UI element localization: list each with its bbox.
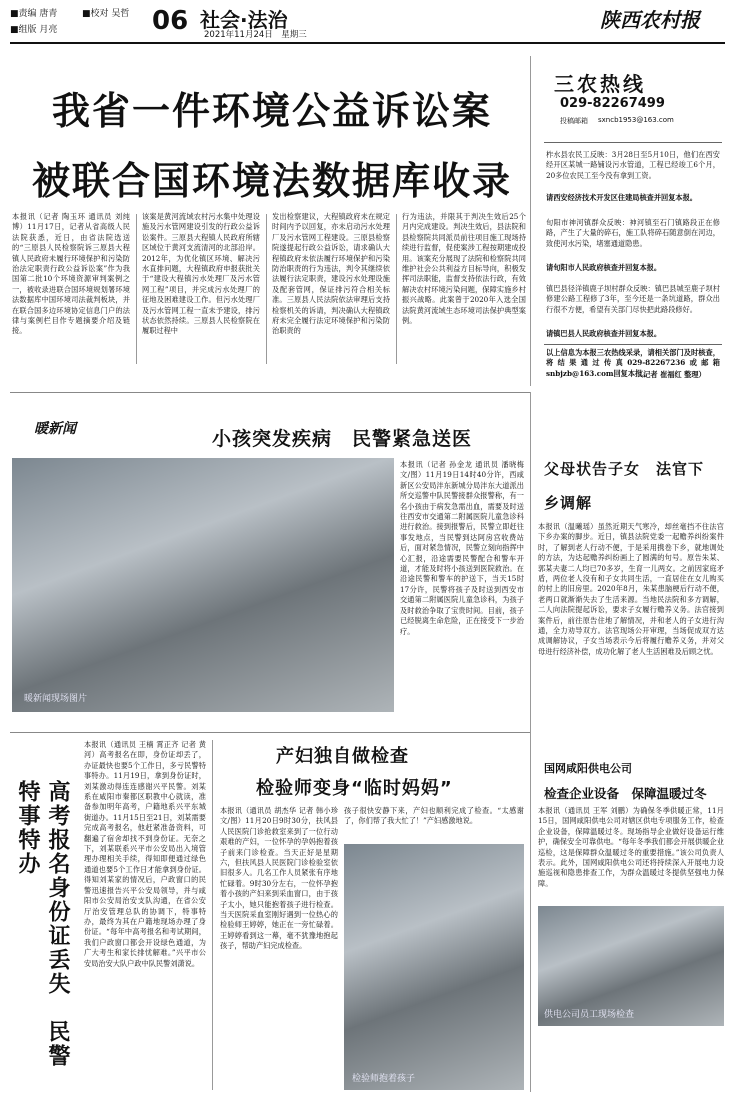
section-title: 社会·法治 [200,8,288,32]
story3-body: 本报讯（温曦瑶）虽然近期天气寒冷，却丝毫挡不住法官下乡办案的脚步。近日，镇县法院党委一起赡养纠纷案件时，了解到老人行动不便，于是采用携卷下乡，就地调处的方法，为达起赡养纠纷画上了圆满的句号。原告朱某、郭某夫妻二人均已70多岁，生育一儿两女。之前因家庭矛盾，两位老人没有和子女共同生活，一直居住在女儿购买的村上的旧房里。2020年8月，朱某患脑梗后行动不便，老两口就渐渐失去了生活来源。当地民法院和多方调解，二人向法院提起诉讼，要求子女履行赡养义务。法官接到案件后，前往原告住地了解情况，并和老人的子女进行沟通，全力劝导双方。法官现场公开审理，当场促成双方达成调解协议，子女当场表示今后将履行赡养义务，并对父母进行经济补偿，成功化解了老人生活困难及后顾之忧。 [538,522,724,656]
staff-editor: ■责编 唐青 [10,9,58,19]
story3-title: 父母状告子女 法官下乡调解 [544,460,705,512]
story5-photo-label: 检验师抱着孩子 [352,1074,416,1084]
hotline-rule [544,344,722,345]
hotline-item-1: 柞水县农民工反映：3月28日至5月10日，他们在西安经开区某城一路铺设污水管道，工程已经竣工6个月，20多位农民工至今没有拿到工资。 [546,150,720,180]
column-rule [530,392,531,1092]
story6-title: 检查企业设备 保障温暖过冬 [544,786,707,801]
hotline-reply-1: 请西安经济技术开发区住建局核查并回复本报。 [546,193,697,202]
hotline-box [536,58,724,386]
lead-title-1: 我省一件环境公益诉讼案 [52,89,493,133]
story5-col-1: 本报讯（通讯员 胡杰华 记者 韩小珍 文/图）11月20日9时30分，扶风县人民医院门诊抢救室来到了一位行动艰难的产妇，一位怀孕的孕妈抱着孩子前来门诊检查。当天正好是星期六，但扶风县人民医院门诊检验室依旧很多人。几名工作人员紧张有序地忙碌着。9时30分左右，一位怀孕抱着小孩的产妇来到采血窗口，由于孩子太小，她只能抱着孩子进行检查。当天医院采血室刚好遇到一位热心的检验师王婷婷，她正在一旁忙碌着。王婷婷看到这一幕，毫不犹豫地抱起孩子，帮助产妇完成检查。 [220,806,338,951]
lead-col-3: 发出检察建议，大程镇政府未在规定时间内予以回复，亦未启动污水处理厂及污水管网工程建设。三原县检察院遂提起行政公益诉讼，请求确认大程镇政府未依法履行环境保护和污染防治职责的行为违法，判令其继续依法履行法定职责，建设污水处理设施及配套管网，保证排污符合相关标准。三原县人民法院依法审理后支持检察机关的诉请，判决确认大程镇政府未完全履行法定环境保护和污染防治职责的 [272,212,390,336]
masthead-rule [10,42,725,44]
lead-col-4: 行为违法，并限其于判决生效后25个月内完成建设。判决生效后，县法院和县检察院共同派员前往项目施工现场持续进行监督，促使案涉工程按期建成投用。该案充分展现了法院和检察院共同维护社会公共利益方目标导向，积极发挥司法职能，监督支持依法行政，有效解决农村环境污染问题，保障实施乡村振兴战略。此案曾于2020年入选全国法院黄河流域生态环境司法保护典型案例。 [402,212,526,326]
hotline-item-3: 镇巴县径洋镇鹿子坝村群众反映：镇巴县城至鹿子坝村修建公路工程修了3年，至今还是一条坑道路，群众出行很不方便，希望有关部门尽快把此路段修好。 [546,284,720,314]
hotline-phone: 029-82267499 [560,96,665,111]
story2-title: 小孩突发疾病 民警紧急送医 [212,428,473,450]
section-rule [10,732,530,733]
warm-news-kicker: 暖新闻 [34,421,76,437]
column-rule [136,214,137,364]
hotline-title: 三农热线 [554,72,646,96]
story5-title-1: 产妇独自做检查 [276,746,409,767]
paper-logo: 陕西农村报 [600,8,700,32]
staff-layout: ■组版 月亮 [10,25,58,35]
column-rule [266,214,267,364]
story2-photo-label: 暖新闻现场图片 [24,694,88,704]
column-rule [212,740,213,1090]
lead-col-1: 本报讯（记者 陶玉环 通讯员 刘纯博）11月17日，记者从省高级人民法院获悉，近日，由省法院选送的“三原县人民检察院诉三原县大程镇人民政府未履行环境保护和污染防治法定职责行政公益诉讼案”作为我国第二批10个环境资源审判案例之一，被收录进联合国环境规划署环境法数据库中国环境司法裁判板块，并在联合国多边环境协定信息门户的法律与案例栏目作专题摘要介绍及链接。 [12,212,130,336]
story6-photo-label: 供电公司员工现场检查 [544,1010,635,1020]
story5-title-2: 检验师变身“临时妈妈” [256,778,453,799]
story6-body-top: 本报讯（通讯员 王军 刘鹏）为确保冬季供暖正常，11月15日，国网咸阳供电公司对辖区供电专项服务工作，检查企业设备，保障温暖过冬。现场指导企业做好设备运行维护，确保安全可靠供电。“每年冬季我们都会开展供暖企业巡检，这是保障群众温暖过冬的重要措施。”该公司负责人表示。此外，国网咸阳供电公司还将持续深入开展电力设施巡视和隐患排查工作，为群众温暖过冬提供坚强电力保障。 [538,806,724,888]
hotline-footer-credit: （记者 崔福红 整理） [636,370,706,379]
story6-photo [538,906,724,1026]
story5-col-2: 孩子很快安静下来，产妇也顺利完成了检查。“太感谢了，你们帮了我大忙了！”产妇感激地说。 [344,806,524,826]
lead-title-2: 被联合国环境法数据库收录 [32,159,513,203]
hotline-email: sxncb1953@163.com [598,116,674,124]
lead-col-2: 该案是黄河流域农村污水集中处理设施及污水管网建设引发的行政公益诉讼案件。三原县大程镇人民政府所辖区域位于黄河支流清河的北部沿岸。2012年，为优化镇区环境、解决污水直排问题，大程镇政府申报获批关于“建设大程镇污水处理厂及污水管网工程”项目，并完成污水处理厂的征地及困难建设工作。但污水处理厂及污水管网工程一直未予建设，排污状态依然持续。三原县人民检察院在履职过程中 [142,212,260,336]
section-rule [10,392,530,393]
story4-title: 高考报名身份证丢失 民警特事特办 [15,780,70,1068]
hotline-reply-3: 请镇巴县人民政府核查并回复本报。 [546,329,662,338]
story5-photo [344,844,524,1090]
masthead [0,0,735,40]
hotline-rule [544,142,722,143]
staff-proof: ■校对 吴哲 [82,9,130,19]
story6-org: 国网咸阳供电公司 [544,762,632,775]
hotline-reply-2: 请旬阳市人民政府核查并回复本报。 [546,263,662,272]
hotline-footer: 以上信息为本报三农热线采录，请相关部门及时核查，将结果通过传真029-82267236或邮箱snbjzb@163.com回复本报。 [546,348,720,378]
hotline-item-2: 旬阳市神河镇群众反映：神河镇至石门镇路段正在修路，产生了大量的碎石，施工队将碎石随意倒在河边，致使河水污染，堵塞通道隐患。 [546,218,720,248]
story2-body: 本报讯（记者 孙金龙 通讯员 潘晓梅 文/图）11月19日14时40分许，西咸新区公安局沣东新城分局沣东大道派出所交巡警中队民警接群众报警称，有一名小孩由于病发急需出血，需要及时送往西安市交通第二附属医院儿童急诊科进行救治。接到报警后，民警立即赶往事发地点，当民警到达阿房宫收费站后，面对紧急情况，民警立刻向指挥中心汇报，沿途需要民警配合和警车开道，才能及时将小孩送到医院救治。在沿途民警和警车的护送下，当天15时17分许，民警将孩子及时送到西安市交通第二附属医院儿童急诊科，为孩子及时救治争取了宝贵时间。目前，孩子已经脱离生命危险，正在接受下一步治疗。 [400,460,524,636]
hotline-email-label: 投稿邮箱 [560,117,588,125]
column-rule [530,56,531,386]
story2-photo [12,458,394,712]
issue-date: 2021年11月24日 星期三 [204,30,307,40]
story4-body: 本报讯（通讯员 王楠 霄正齐 记者 黄河）高考报名在即，身份证却丢了，办证最快也要5个工作日，多亏民警特事特办。11月19日，拿到身份证时，刘某激动得连连感谢兴平民警。刘某系在咸阳市秦都区职教中心就读，准备参加明年高考，户籍地系兴平东城街道办。11月15日至21日，刘某需要完成高考报名，他赶紧准备资料，可翻遍了宿舍却找不到身份证。无奈之下，刘某联系兴平市公安局出入境管理办理相关手续，得知即便通过绿色通道也要5个工作日才能拿到身份证。得知刘某家的情况后，户政窗口的民警迅速报告兴平公安局领导，并与咸阳市公安局治安支队沟通，在省公安厅治安管理总队的协调下，特事特办，最终为其在户籍地现场办理了身份证。“每年中高考报名和考试期间，我们户政窗口都会开设绿色通道，为广大考生和家长排忧解难。”兴平市公安局治安大队户政中队民警刘潇说。 [84,740,206,968]
column-rule [396,214,397,364]
page-number: 06 [152,6,189,36]
